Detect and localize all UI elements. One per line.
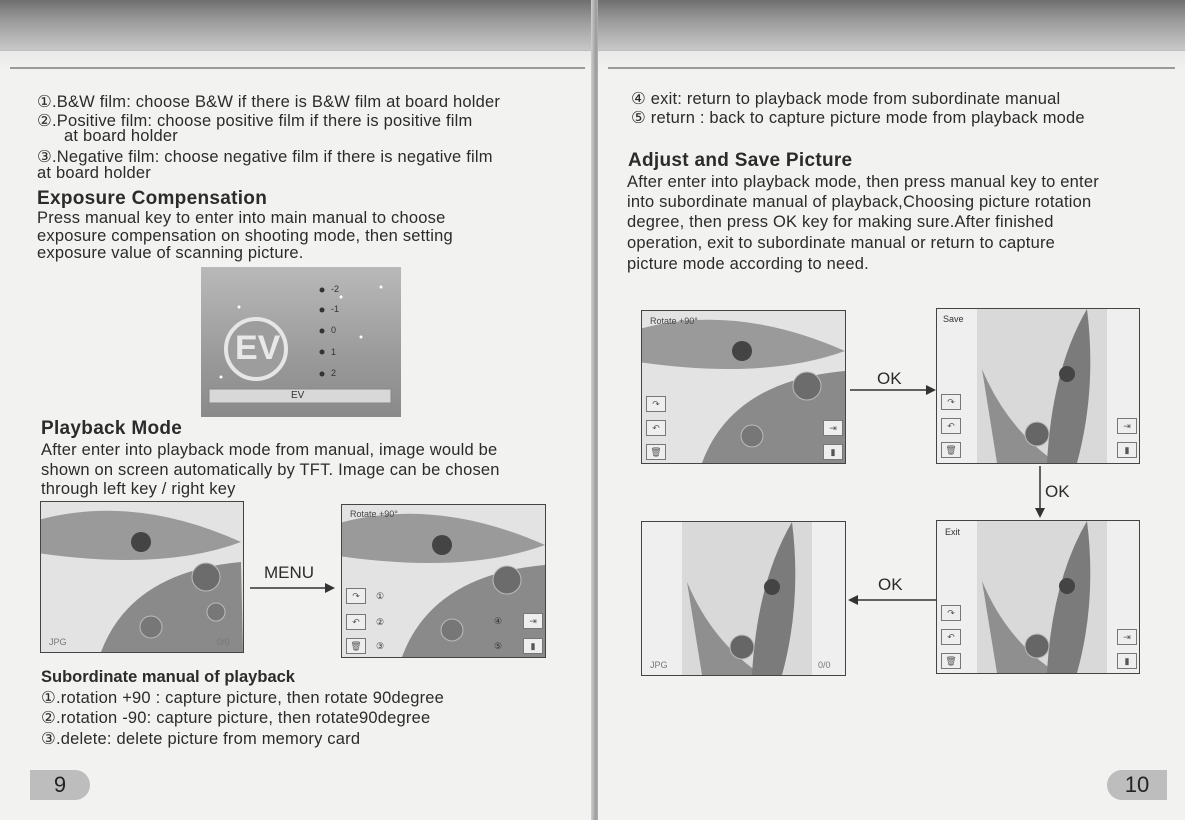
- page-number-left: 9: [30, 770, 90, 800]
- exposure-heading: Exposure Compensation: [37, 188, 268, 209]
- save-screen-graphic: [937, 309, 1139, 463]
- return-icon: ▮: [523, 638, 543, 654]
- exit-icon: ⇥: [1117, 418, 1137, 434]
- delete-icon: 🗑: [941, 653, 961, 669]
- menu-label: MENU: [264, 563, 315, 582]
- adjust-body-5: picture mode according to need.: [627, 255, 869, 273]
- delete-icon: 🗑: [646, 444, 666, 460]
- film-option-negative: ③.Negative film: choose negative film if there is negative film: [37, 148, 493, 166]
- film-option-positive: ②.Positive film: choose positive film if there is positive film: [37, 112, 473, 130]
- exit-icon: ⇥: [523, 613, 543, 629]
- header-rule: [0, 50, 595, 71]
- save-screen: [936, 308, 1140, 464]
- header-rule-right: [598, 50, 1185, 71]
- film-option-negative-cont: at board holder: [37, 164, 151, 182]
- subordinate-heading: Subordinate manual of playback: [41, 668, 295, 686]
- rotate-cw-icon: ↷: [941, 394, 961, 410]
- counter-label: 0/0: [217, 637, 230, 647]
- rotate-ccw-icon: ↶: [346, 614, 366, 630]
- return-icon: ▮: [823, 444, 843, 460]
- jpg-label-right: JPG: [650, 660, 668, 670]
- exposure-body-2: exposure compensation on shooting mode, then setting: [37, 227, 453, 245]
- header-band: [0, 0, 595, 50]
- film-option-bw: ①.B&W film: choose B&W if there is B&W film at board holder: [37, 93, 501, 111]
- ok-label-3: OK: [878, 575, 903, 594]
- subordinate-item-2: ②.rotation -90: capture picture, then rotate90degree: [41, 709, 431, 727]
- adjust-body-4: operation, exit to subordinate manual or return to capture: [627, 234, 1056, 252]
- playback-final-graphic: [642, 522, 845, 675]
- playback-body-2: shown on screen automatically by TFT. Image can be chosen: [41, 461, 500, 479]
- exposure-body-3: exposure value of scanning picture.: [37, 244, 304, 262]
- playback-body-1: After enter into playback mode from manual, image would be: [41, 441, 498, 459]
- leaf-menu-photo-graphic: [342, 505, 545, 657]
- rotate-label-right: Rotate +90°: [650, 316, 698, 326]
- ev-scale-1: 1: [331, 347, 337, 357]
- adjust-heading: Adjust and Save Picture: [628, 150, 853, 171]
- header-band-right: [598, 0, 1185, 50]
- rotate-screen: [641, 310, 846, 464]
- save-label: Save: [943, 314, 964, 324]
- subordinate-item-1: ①.rotation +90 : capture picture, then rotate 90degree: [41, 689, 445, 707]
- exit-item: ④ exit: return to playback mode from subordinate manual: [631, 90, 1061, 108]
- marker-3: ③: [376, 641, 385, 651]
- exit-screen-graphic: [937, 521, 1139, 673]
- leaf-photo-graphic: [41, 502, 243, 652]
- rotate-ccw-icon: ↶: [941, 418, 961, 434]
- rotate-screen-graphic: [642, 311, 845, 463]
- rotate-ccw-icon: ↶: [646, 420, 666, 436]
- ok-label-2: OK: [1045, 482, 1070, 501]
- return-item: ⑤ return : back to capture picture mode from playback mode: [631, 109, 1085, 127]
- ok-arrow-left: [848, 594, 936, 606]
- rotate-cw-icon: ↷: [346, 588, 366, 604]
- ev-scale-minus1: -1: [331, 304, 340, 314]
- ev-scale-minus2: -2: [331, 284, 340, 294]
- ok-label-1: OK: [877, 369, 902, 388]
- ev-bar-label: EV: [291, 390, 305, 401]
- ev-scale-0: 0: [331, 325, 337, 335]
- marker-1: ①: [376, 591, 385, 601]
- delete-icon: 🗑: [346, 638, 366, 654]
- rotate-ccw-icon: ↶: [941, 629, 961, 645]
- marker-4: ④: [494, 616, 503, 626]
- subordinate-item-3: ③.delete: delete picture from memory card: [41, 730, 361, 748]
- rotate-label: Rotate +90°: [350, 509, 398, 519]
- adjust-body-2: into subordinate manual of playback,Choosing picture rotation: [627, 193, 1092, 211]
- exit-icon: ⇥: [823, 420, 843, 436]
- film-option-positive-cont: at board holder: [64, 127, 178, 145]
- ev-screen-image: [201, 267, 401, 417]
- page-number-right: 10: [1107, 770, 1167, 800]
- exit-screen: [936, 520, 1140, 674]
- adjust-body-1: After enter into playback mode, then press manual key to enter: [627, 173, 1099, 191]
- rotate-cw-icon: ↷: [941, 605, 961, 621]
- playback-menu-photo: [341, 504, 546, 658]
- ev-scale-2: 2: [331, 368, 337, 378]
- right-page: [598, 0, 1185, 820]
- marker-2: ②: [376, 617, 385, 627]
- playback-final-screen: [641, 521, 846, 676]
- exposure-body-1: Press manual key to enter into main manual to choose: [37, 209, 446, 227]
- exit-label: Exit: [945, 527, 961, 537]
- playback-body-3: through left key / right key: [41, 480, 236, 498]
- exit-icon: ⇥: [1117, 629, 1137, 645]
- jpg-label: JPG: [49, 637, 67, 647]
- return-icon: ▮: [1117, 442, 1137, 458]
- marker-5: ⑤: [494, 641, 503, 651]
- adjust-body-3: degree, then press OK key for making sure.After finished: [627, 213, 1054, 231]
- menu-arrow: [250, 582, 335, 594]
- return-icon: ▮: [1117, 653, 1137, 669]
- ev-big-label: EV: [235, 329, 281, 367]
- playback-photo: [40, 501, 244, 653]
- counter-label-right: 0/0: [818, 660, 831, 670]
- delete-icon: 🗑: [941, 442, 961, 458]
- rotate-cw-icon: ↷: [646, 396, 666, 412]
- playback-heading: Playback Mode: [41, 418, 183, 439]
